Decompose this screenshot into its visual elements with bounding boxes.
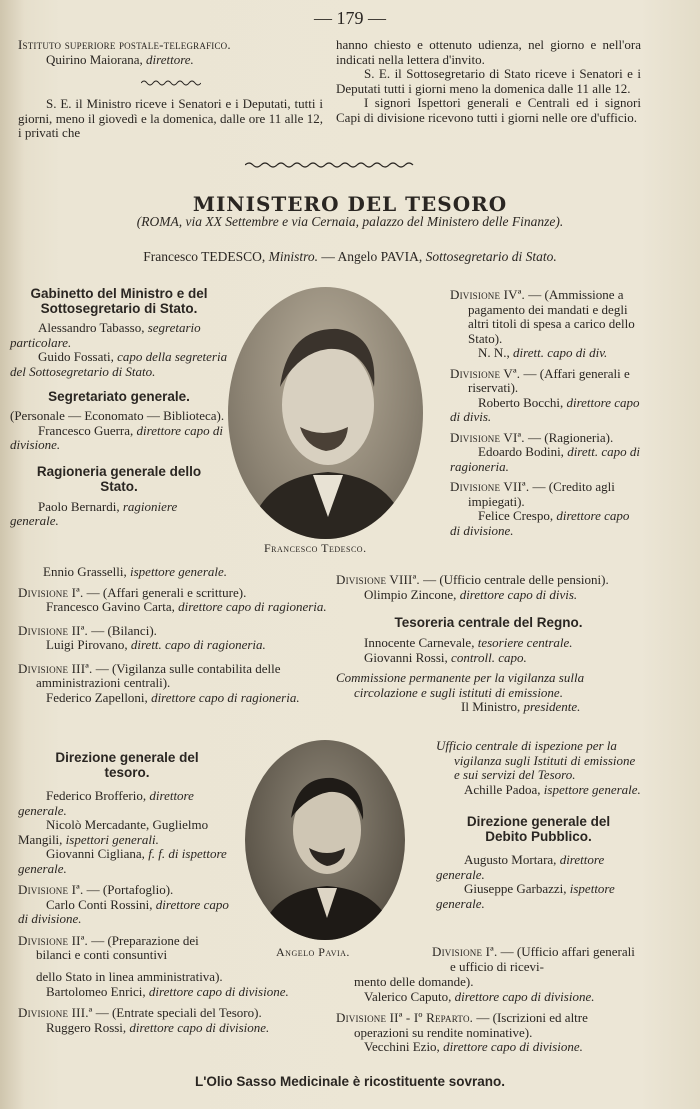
right-column-div1 [432, 945, 642, 974]
person-name: Vecchini Ezio, [364, 1039, 440, 1054]
person-role: ispettore generale. [436, 881, 615, 911]
ragioneria-div4 [450, 288, 642, 346]
person-role: f. f. di ispettore generale. [18, 846, 227, 876]
division-desc: — (Affari generali e riservati). [468, 365, 630, 395]
photo-caption-2: Angelo Pavia. [276, 945, 350, 959]
left-column-tesoro [18, 750, 236, 963]
page-number: — 179 — [314, 8, 386, 28]
person-role: ragioniere generale. [10, 498, 178, 528]
division-label: Divisione IVª. [450, 287, 525, 302]
person-role: direttore capo di ragioneria. [151, 689, 300, 705]
person-name: Luigi Pirovano, [46, 637, 128, 652]
division-label: Divisione Iª. [432, 944, 498, 959]
person-name: Giuseppe Garbazzi, [464, 881, 567, 896]
division-desc: — (Portafoglio). [86, 882, 174, 897]
person-role: tesoriere centrale. [477, 635, 573, 650]
right-column-top [450, 288, 642, 538]
division-desc: — (Entrate speciali del Tesoro). [95, 1005, 262, 1020]
gabinetto-entry-2 [10, 350, 228, 379]
dg-debito-div1 [432, 945, 642, 974]
portrait-icon [228, 287, 423, 539]
person-name: Innocente Carnevale, [364, 635, 475, 650]
institute-heading: Istituto superiore postale-telegrafico. [18, 37, 231, 52]
dg-debito-div2 [336, 1011, 641, 1040]
undersecretary-name: Angelo PAVIA, [337, 249, 423, 264]
ufficio-ispezione-entry [436, 783, 641, 798]
person-name: Augusto Mortara, [464, 852, 557, 867]
gabinetto-entry-1 [10, 321, 228, 350]
ragioneria-div8 [336, 573, 641, 588]
person-name: Valerico Caputo, [364, 988, 452, 1004]
left-column-bottom [18, 970, 328, 1035]
ragioneria-div8-head [336, 588, 641, 603]
person-role: direttore generale. [436, 852, 605, 882]
person-role: dirett. capo di ragioneria. [450, 444, 641, 474]
undersecretary-role: Sottosegretario di Stato. [425, 249, 557, 264]
division-desc: — (Preparazione dei bilanci e conti consuntivi [36, 932, 199, 962]
ragioneria-div7 [450, 480, 642, 509]
dg-tesoro-heading: Direzione generale del tesoro. [55, 750, 199, 780]
person-role: direttore. [146, 51, 194, 67]
division-label: Divisione IIª. [18, 932, 88, 948]
intro-left-paragraph: S. E. il Ministro riceve i Senatori e i Deputati, tutti i giorni, meno il giovedì e la domenica, dalle ore 11 alle 12, i privati che [18, 96, 323, 140]
ufficio-ispezione-desc: Ufficio centrale di ispezione per la vigilanza sugli Istituti di emissione e sui servizi del Tesoro. [436, 738, 636, 782]
person-role: ispettore generale. [543, 781, 641, 797]
person-name: Francesco Gavino Carta, [46, 599, 175, 614]
ministry-heads [0, 249, 700, 265]
person-role: dirett. capo di ragioneria. [130, 637, 266, 652]
heads-separator: — [321, 249, 335, 264]
person-role: presidente. [523, 699, 581, 714]
person-name: N. N., [478, 345, 510, 360]
ragioneria-div1 [18, 586, 328, 601]
dg-tesoro-div1 [18, 883, 236, 898]
person-role: direttore capo di divisione. [18, 896, 229, 926]
photo-caption-1: Francesco Tedesco. [264, 541, 367, 555]
division-label: Divisione Iª. [18, 882, 84, 897]
ministry-address: (ROMA, via XX Settembre e via Cernaia, palazzo del Ministero delle Finanze). [136, 214, 564, 229]
wavy-rule-icon [141, 79, 201, 87]
division-desc: — (Ufficio affari generali e ufficio di ricevi- [450, 944, 635, 974]
right-column-ufficio [436, 739, 641, 911]
person-name: Bartolomeo Enrici, [46, 983, 146, 999]
division-desc: — (Credito agli impiegati). [468, 479, 615, 509]
tesoreria-entry-1 [336, 636, 641, 651]
division-label: Divisione VIª. [450, 429, 525, 445]
person-name: Guido Fossati, [38, 349, 114, 364]
person-role: direttore generale. [18, 788, 194, 818]
dg-tesoro-entry-1 [18, 789, 236, 818]
division-label: Divisione Iª. [18, 584, 84, 600]
person-name: Quirino Maiorana, [46, 51, 143, 67]
ragioneria-div6 [450, 431, 642, 446]
intro-right [336, 38, 641, 125]
dg-tesoro-entry-3 [18, 847, 236, 876]
dg-tesoro-div2-head [18, 985, 328, 1000]
dg-debito-heading: Direzione generale del Debito Pubblico. [466, 814, 611, 844]
person-role: direttore capo di divisione. [443, 1039, 583, 1054]
intro-right-paragraph-2: S. E. il Sottosegretario di Stato riceve i Senatori e i Deputati tutti i giorni meno la domenica dalle 11 alle 12. [336, 66, 641, 96]
person-name: Ruggero Rossi, [46, 1019, 127, 1035]
person-name: Achille Padoa, [464, 781, 541, 797]
person-name: Giovanni Cigliana, [46, 846, 145, 861]
division-desc: — (Affari generali e scritture). [86, 584, 247, 600]
division-label: Divisione IIIª. [18, 660, 93, 676]
person-name: Alessandro Tabasso, [38, 320, 145, 335]
dg-debito-div1-desc-cont: mento delle domande). [354, 974, 474, 989]
ragioneria-div5 [450, 367, 642, 396]
dg-tesoro-div2 [18, 934, 236, 963]
division-desc: — (Bilanci). [91, 622, 157, 638]
ragioneria-div2 [18, 624, 328, 639]
tesoreria-entry-2 [336, 651, 641, 666]
division-desc: — (Vigilanza sulle contabilita delle amministrazioni centrali). [36, 660, 281, 690]
intro-right-paragraph-1: hanno chiesto e ottenuto udienza, nel giorno e nell'ora indicati nella lettera d'invito. [336, 37, 641, 67]
person-role: direttore capo di divisione. [129, 1019, 270, 1035]
photo-angelo-pavia [245, 740, 405, 940]
dg-tesoro-div1-head [18, 898, 236, 927]
commissione-entry [336, 700, 641, 715]
intro-right-paragraph-3: I signori Ispettori generali e Centrali ed i signori Capi di divisione ricevono tutti i giorni nelle ore d'ufficio. [336, 95, 641, 125]
footer-advert: L'Olio Sasso Medicinale è ricostituente sovrano. [194, 1074, 506, 1089]
ragioneria-div1-head [18, 600, 328, 615]
minister-name: Francesco TEDESCO, [143, 249, 266, 264]
ragioneria-entry-1 [10, 500, 228, 529]
division-label: Divisione VIIª. [450, 479, 530, 494]
division-label: Divisione VIIIª. [336, 572, 420, 587]
person-role: direttore capo di ragioneria. [178, 599, 327, 614]
segretariato-desc: (Personale — Economato — Biblioteca). [10, 408, 225, 423]
ragioneria-div6-head [450, 445, 642, 474]
ragioneria-entry-2 [18, 565, 328, 580]
person-role: direttore capo di divisione. [454, 988, 595, 1004]
person-name: Roberto Bocchi, [478, 394, 564, 410]
person-name: Edoardo Bodini, [478, 444, 564, 459]
dg-tesoro-div3-head [18, 1021, 328, 1036]
person-name: Paolo Bernardi, [38, 498, 120, 514]
ragioneria-div5-head [450, 396, 642, 425]
person-name: Nicolò Mercadante, Guglielmo Mangili, [18, 817, 209, 847]
person-role: capo della segreteria del Sottosegretario di Stato. [10, 349, 228, 379]
segretariato-entry [10, 424, 228, 453]
person-name: Francesco Guerra, [38, 422, 134, 438]
division-label: Divisione Vª. [450, 365, 521, 381]
gabinetto-heading: Gabinetto del Ministro e del Sottosegretario di Stato. [30, 286, 208, 316]
division-desc: — (Ragioneria). [528, 429, 614, 445]
left-column-top [10, 286, 228, 529]
division-desc: — (Ufficio centrale delle pensioni). [423, 572, 609, 587]
portrait-icon [245, 740, 405, 940]
person-name: Carlo Conti Rossini, [46, 896, 153, 912]
person-role: ispettore generale. [130, 564, 228, 579]
person-role: direttore capo di divis. [450, 394, 640, 424]
division-desc: — (Ammissione a pagamento dei mandati e degli altri titoli di spesa a carico dello Stato). [468, 287, 635, 346]
dg-tesoro-entry-2 [18, 818, 236, 847]
ragioneria-heading: Ragioneria generale dello Stato. [36, 463, 202, 494]
person-name: Il Ministro, [461, 699, 521, 714]
person-role: direttore capo di divis. [459, 586, 578, 602]
commissione-desc: Commissione permanente per la vigilanza sulla circolazione e sugli istituti di emissione. [336, 670, 585, 700]
person-name: Giovanni Rossi, [364, 649, 448, 665]
ragioneria-div4-head [450, 346, 642, 361]
division-label: Divisione IIª - Iº Reparto. [336, 1010, 474, 1025]
dg-debito-div1-head [336, 990, 641, 1005]
tesoreria-heading: Tesoreria centrale del Regno. [394, 615, 583, 630]
person-role: ispettori generali. [65, 831, 159, 847]
person-role: direttore capo di divisione. [10, 422, 223, 452]
division-label: Divisione IIª. [18, 622, 88, 638]
person-role: direttore capo di divisione. [148, 983, 289, 999]
ministry-title: MINISTERO DEL TESORO [192, 192, 508, 216]
ragioneria-div3 [18, 662, 328, 691]
person-name: Federico Zapelloni, [46, 689, 148, 705]
photo-francesco-tedesco [228, 287, 423, 539]
dg-debito-entry-2 [436, 882, 641, 911]
person-name: Ennio Grasselli, [43, 564, 127, 579]
dg-debito-entry-1 [436, 853, 641, 882]
dg-debito-div2-head [336, 1040, 641, 1055]
minister-role: Ministro. [268, 249, 318, 264]
dg-tesoro-div3 [18, 1006, 328, 1021]
ragioneria-div3-head [18, 691, 328, 706]
intro-left [18, 38, 323, 141]
section-divider-icon [245, 161, 415, 169]
segretariato-heading: Segretariato generale. [48, 389, 190, 404]
division-desc: — (Iscrizioni ed altre operazioni su rendite nominative). [354, 1010, 588, 1040]
person-role: segretario particolare. [10, 320, 201, 350]
person-role: controll. capo. [451, 649, 527, 665]
person-name: Felice Crespo, [478, 508, 554, 523]
right-column-bottom [336, 975, 641, 1055]
left-column-ragioneria [18, 565, 328, 705]
person-role: dirett. capo di div. [513, 345, 608, 360]
ragioneria-div2-head [18, 638, 328, 653]
ragioneria-div7-head [450, 509, 642, 538]
person-name: Federico Brofferio, [46, 788, 147, 803]
right-column-middle [336, 573, 641, 715]
person-name: Olimpio Zincone, [364, 586, 457, 602]
dg-tesoro-div2-desc-cont: dello Stato in linea amministrativa). [36, 969, 223, 984]
institute-director [18, 53, 323, 68]
division-label: Divisione III.ª [18, 1005, 93, 1020]
person-role: direttore capo di divisione. [450, 508, 630, 538]
